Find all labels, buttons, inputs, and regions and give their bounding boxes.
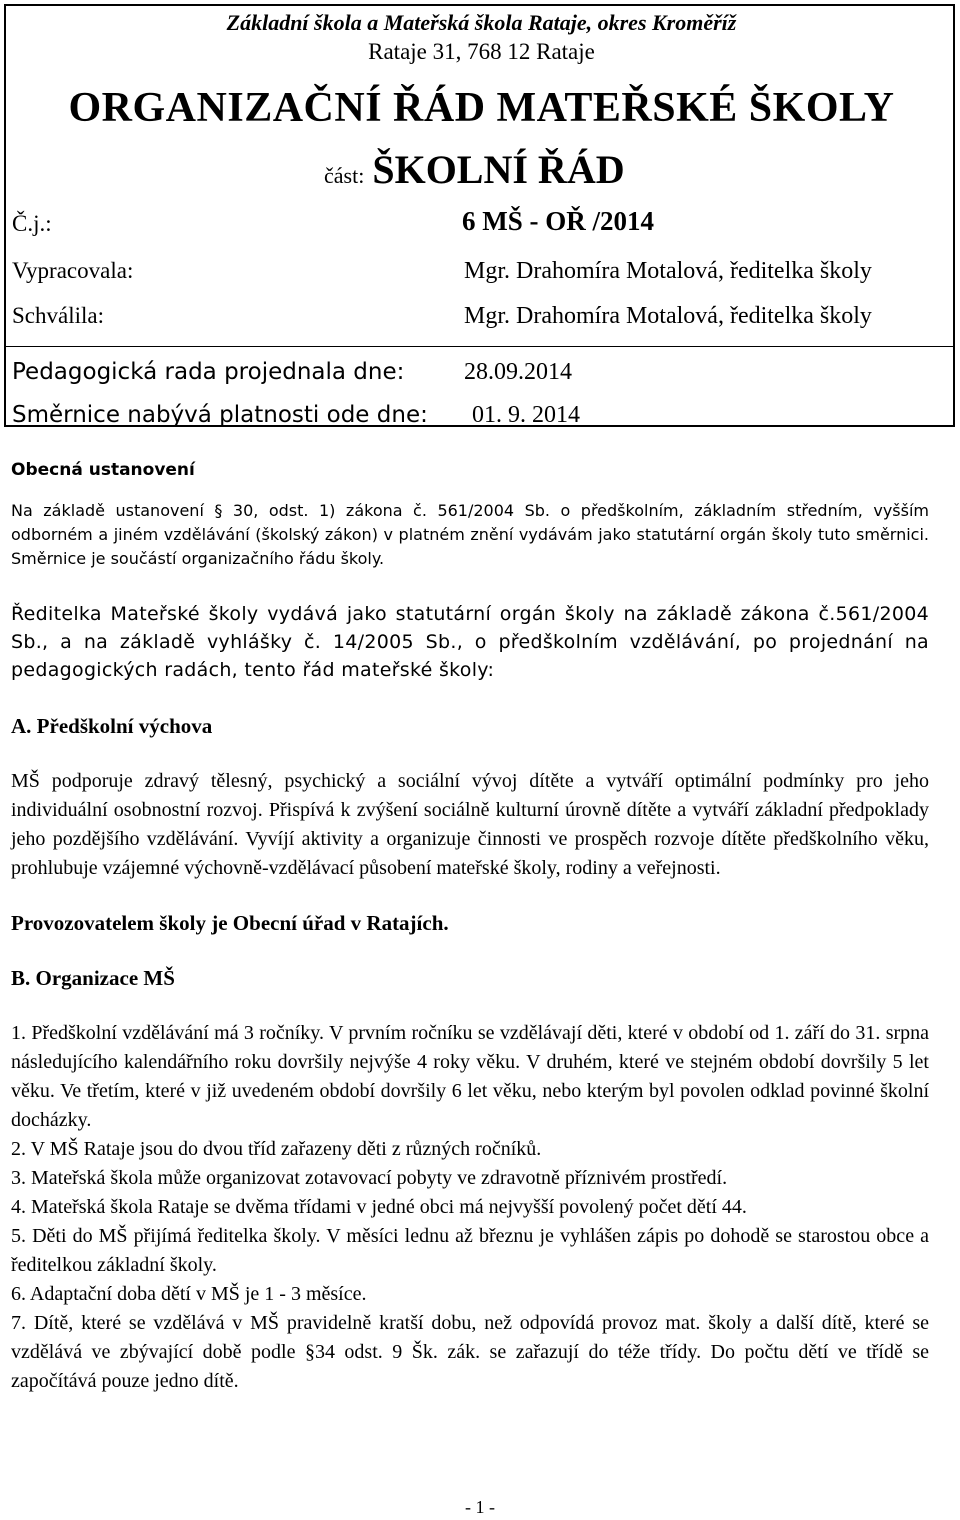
section-general-heading: Obecná ustanovení: [11, 460, 195, 480]
school-address: Rataje 31, 768 12 Rataje: [368, 39, 595, 64]
organization-list: [11, 1019, 929, 1396]
reference-number-label: Č.j.:: [12, 211, 52, 236]
list-item-number: 7.: [11, 1312, 26, 1334]
list-item: [11, 1019, 929, 1135]
list-item: [11, 1222, 929, 1280]
list-item: [11, 1164, 929, 1193]
effective-date-label: Směrnice nabývá platnosti ode dne:: [12, 402, 428, 428]
list-item: [11, 1309, 929, 1396]
list-item-text: Dítě, které se vzdělává v MŠ pravidelně kratší dobu, než odpovídá provoz mat. školy a další dítě, které se vzdělává ve zbývající době podle §34 odst. 9 Šk. zák. se zařazují do téže třídy. Do počtu dětí ve třídě se započítává pouze jedno dítě.: [11, 1312, 930, 1392]
list-item-text: Adaptační doba dětí v MŠ je 1 - 3 měsíce.: [29, 1283, 367, 1305]
effective-date-value: 01. 9. 2014: [472, 402, 580, 428]
list-item-number: 3.: [11, 1167, 26, 1189]
list-item-number: 2.: [11, 1138, 26, 1160]
list-item: [11, 1135, 929, 1164]
list-item-text: Děti do MŠ přijímá ředitelka školy. V měsíci lednu až březnu je vyhlášen zápis po dohodě se starostou obce a ředitelkou základní školy.: [11, 1225, 930, 1276]
prepared-by-value: Mgr. Drahomíra Motalová, ředitelka školy: [464, 258, 872, 284]
paragraph-preschool-education: MŠ podporuje zdravý tělesný, psychický a sociální vývoj dítěte a vytváří optimální podmínky pro jeho individuální osobnostní rozvoj. Přispívá k zvýšení sociálně kulturní úrovně dítěte a vytváří základní předpoklady jeho pozdějšího vzdělávání. Vyvíjí aktivity a organizuje činnosti ve prospěch rozvoje dítěte předškolního věku, prohlubuje vzájemné výchovně-vzdělávací působení mateřské školy, rodiny a veřejnosti.: [11, 770, 929, 879]
list-item-text: V MŠ Rataje jsou do dvou tříd zařazeny děti z různých ročníků.: [30, 1138, 542, 1160]
list-item-number: 5.: [11, 1225, 26, 1247]
school-operator: Provozovatelem školy je Obecní úřad v Ratajích.: [11, 911, 449, 935]
section-b-heading: B. Organizace MŠ: [11, 966, 175, 990]
approved-by-value: Mgr. Drahomíra Motalová, ředitelka školy: [464, 303, 872, 329]
list-item: [11, 1280, 929, 1309]
part-value: ŠKOLNÍ ŘÁD: [372, 147, 625, 192]
document-header-box: [4, 4, 955, 427]
document-title: ORGANIZAČNÍ ŘÁD MATEŘSKÉ ŠKOLY: [68, 85, 895, 131]
list-item-text: Mateřská škola Rataje se dvěma třídami v jedné obci má nejvyšší povolený počet dětí 44.: [31, 1196, 747, 1218]
list-item-text: Mateřská škola může organizovat zotavovací pobyty ve zdravotně příznivém prostředí.: [31, 1167, 728, 1189]
prepared-by-label: Vypracovala:: [12, 258, 134, 283]
document-part: [324, 146, 625, 193]
list-item-text: Předškolní vzdělávání má 3 ročníky. V prvním ročníku se vzdělávají děti, které v období od 1. září do 31. srpna následujícího kalendářního roku dovršily nejvýše 4 roky věku. V druhém, které ve stejném období dovršily 5 let věku. Ve třetím, které v již uvedeném období dovršily 6 let věku, nebo kterým byl povolen odklad povinné školní docházky.: [11, 1022, 930, 1131]
paragraph-director-issue: Ředitelka Mateřské školy vydává jako statutární orgán školy na základě zákona č.561/2004 Sb., a na základě vyhlášky č. 14/2005 Sb., o předškolním vzdělávání, po projednání na pedagogických radách, tento řád mateřské školy:: [11, 603, 929, 681]
page-number: - 1 -: [465, 1497, 495, 1517]
list-item-number: 4.: [11, 1196, 26, 1218]
school-name: Základní škola a Mateřská škola Rataje, okres Kroměříž: [226, 10, 737, 35]
list-item: [11, 1193, 929, 1222]
list-item-number: 1.: [11, 1022, 26, 1044]
section-a-heading: A. Předškolní výchova: [11, 714, 213, 738]
reference-number-value: 6 MŠ - OŘ /2014: [462, 206, 654, 236]
header-divider: [6, 346, 953, 347]
part-label: část:: [324, 163, 365, 188]
approved-by-label: Schválila:: [12, 303, 104, 328]
council-date-value: 28.09.2014: [464, 359, 572, 385]
council-date-label: Pedagogická rada projednala dne:: [12, 359, 405, 385]
list-item-number: 6.: [11, 1283, 26, 1305]
paragraph-legal-basis: Na základě ustanovení § 30, odst. 1) zákona č. 561/2004 Sb. o předškolním, základním středním, vyšším odborném a jiném vzdělávání (školský zákon) v platném znění vydávám jako statutární orgán školy tuto směrnici. Směrnice je součástí organizačního řádu školy.: [11, 501, 929, 568]
